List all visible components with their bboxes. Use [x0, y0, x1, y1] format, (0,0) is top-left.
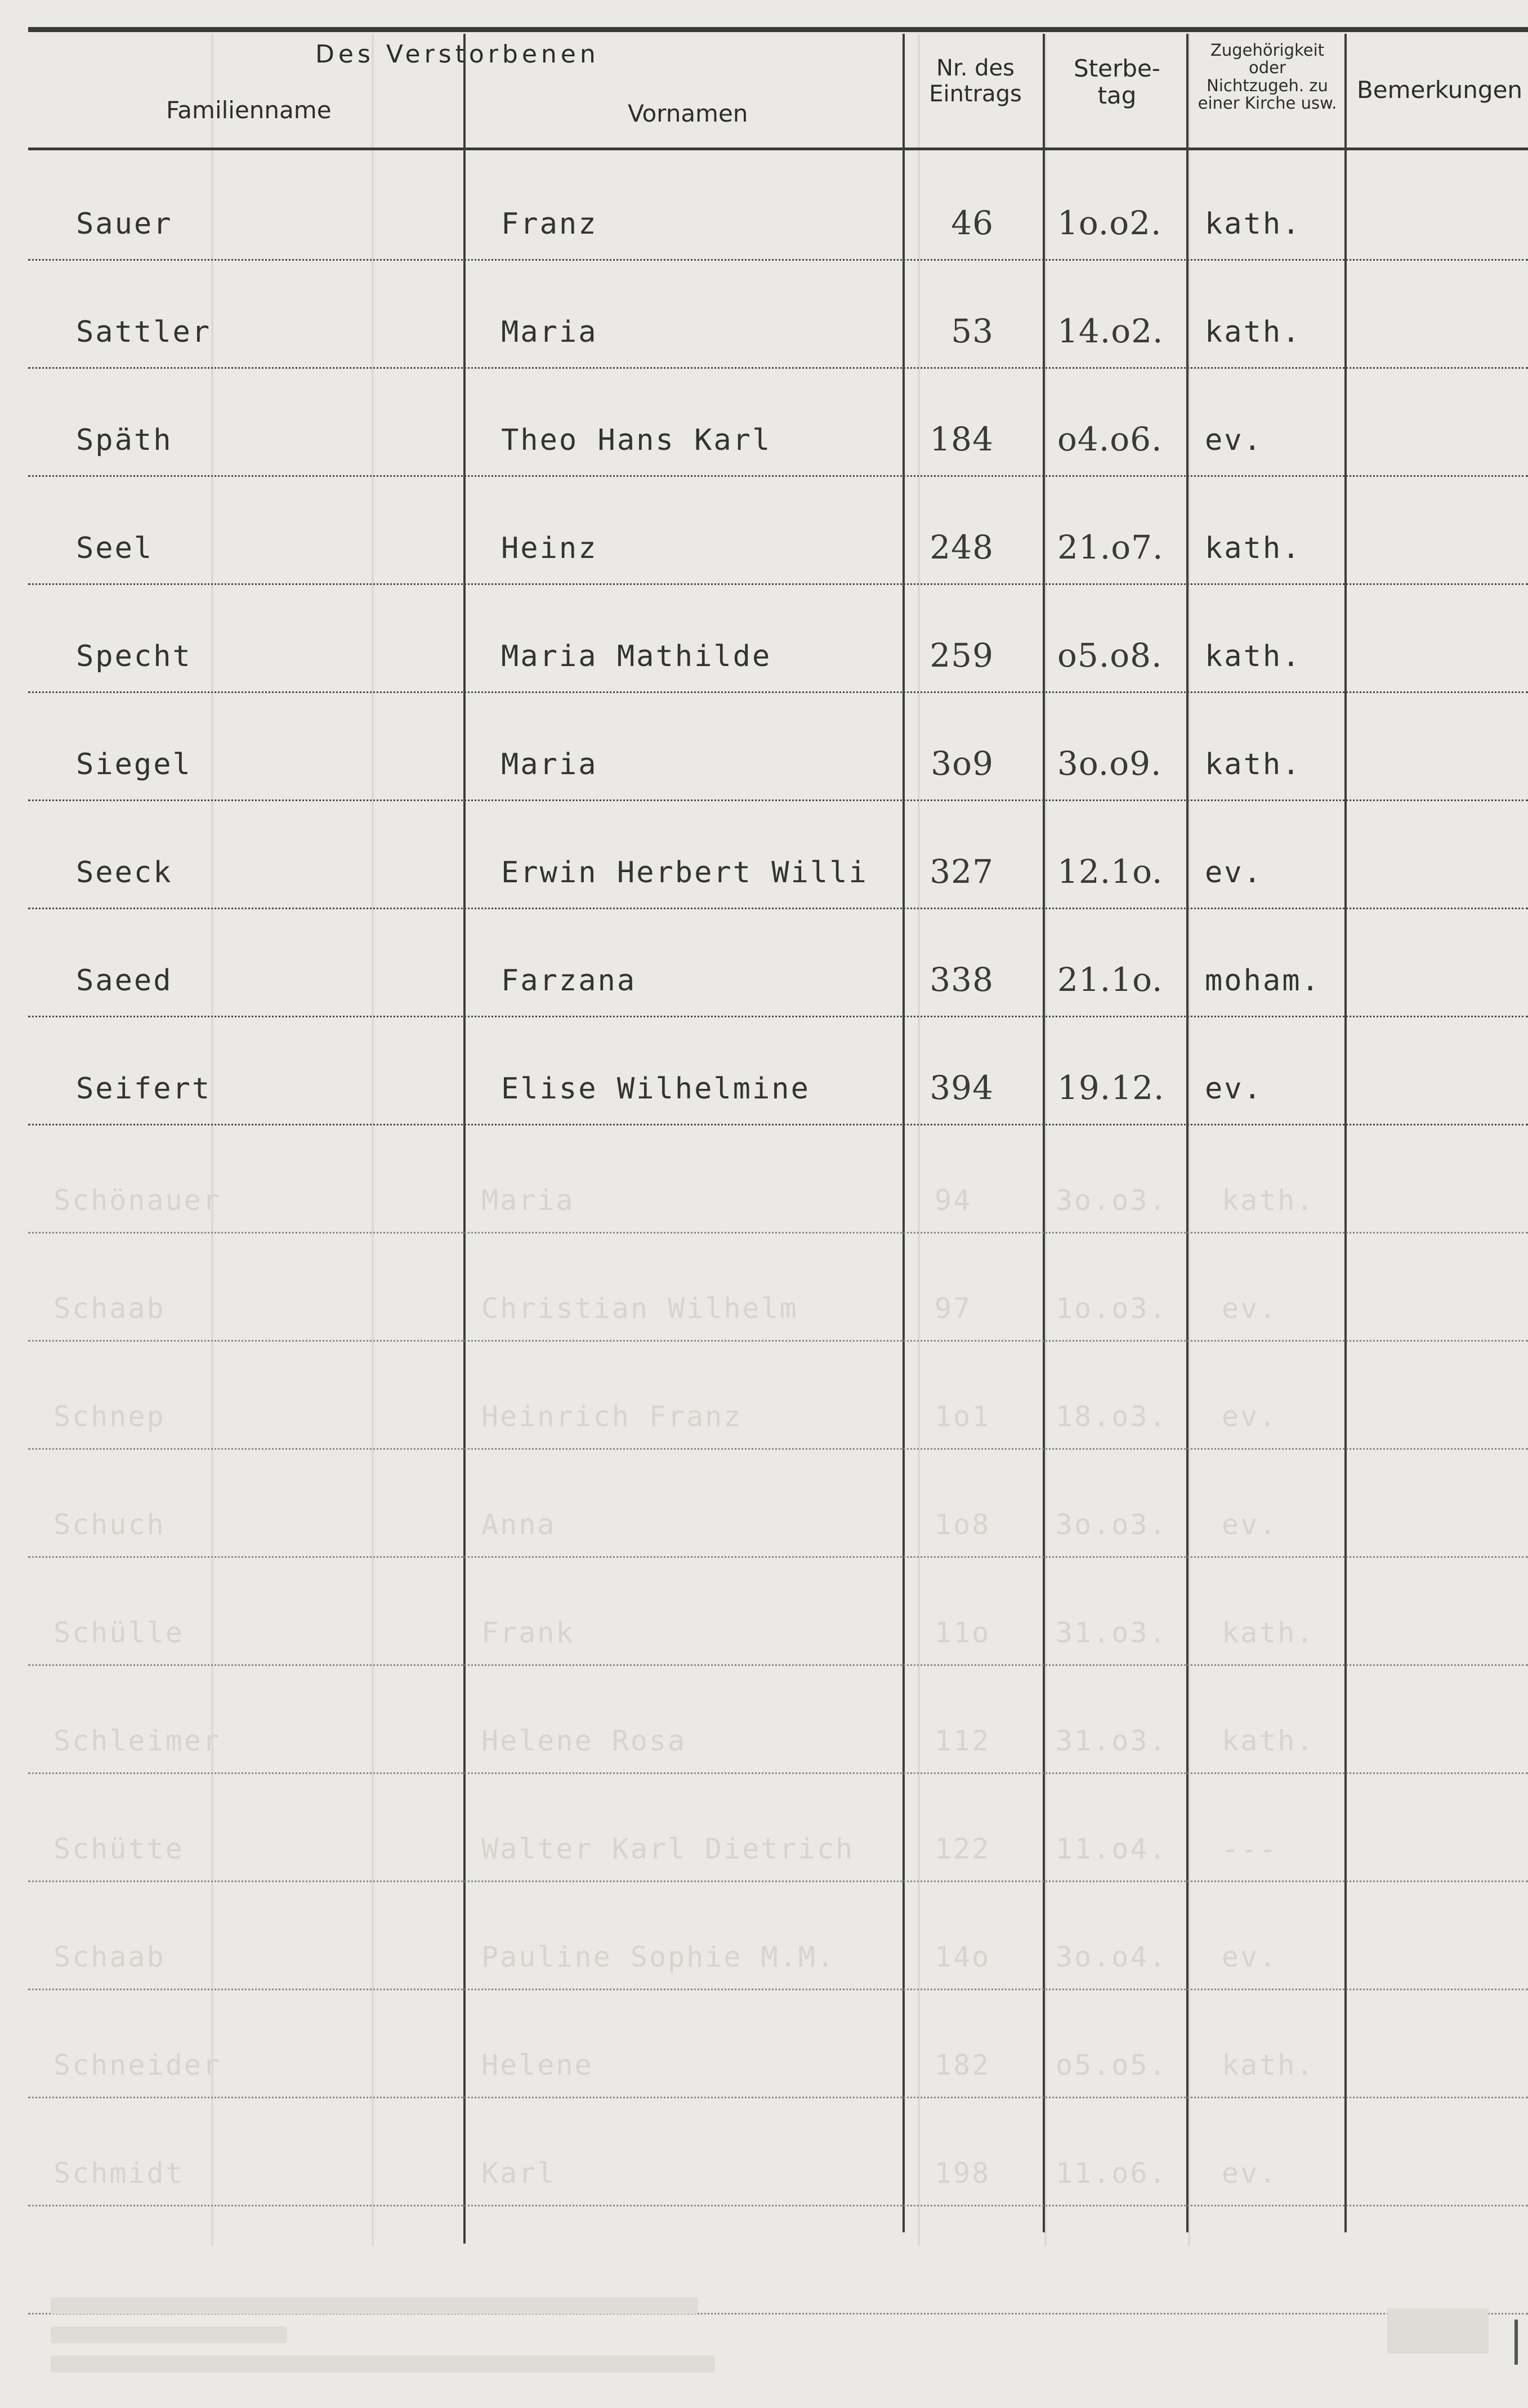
row-separator — [28, 1232, 1528, 1234]
entry-sterbetag: 14.o2. — [1057, 312, 1164, 350]
footer-stamp-bleed-through — [1387, 2308, 1489, 2353]
entry-kirche: ev. — [1205, 423, 1263, 457]
bleed-through-sterbetag: 3o.o3. — [1056, 1508, 1168, 1541]
bleed-through-nr: 1o8 — [935, 1508, 991, 1541]
bleed-through-nr: 198 — [935, 2157, 991, 2190]
ghost-column-line — [372, 34, 374, 2246]
entry-sterbetag: o5.o8. — [1057, 636, 1163, 674]
bleed-through-nr: 112 — [935, 1725, 991, 1757]
bleed-through-vornamen: Maria — [481, 1184, 575, 1217]
row-separator — [28, 1772, 1528, 1774]
bleed-through-vornamen: Frank — [481, 1616, 575, 1649]
bleed-through-nr: 122 — [935, 1833, 991, 1865]
bleed-through-kirche: --- — [1222, 1833, 1278, 1865]
column-line-vornamen — [463, 34, 466, 2244]
entry-nr: 327 — [930, 852, 994, 891]
bleed-through-familienname: Schleimer — [53, 1725, 221, 1757]
entry-vornamen: Franz — [501, 207, 598, 241]
header-rule — [28, 148, 1528, 150]
header-kirche-line4: einer Kirche usw. — [1198, 93, 1337, 113]
bleed-through-kirche: kath. — [1222, 1184, 1315, 1217]
entry-sterbetag: 21.o7. — [1057, 528, 1164, 566]
entry-familienname: Sauer — [76, 207, 173, 241]
bleed-through-nr: 94 — [935, 1184, 972, 1217]
bleed-through-kirche: ev. — [1222, 1400, 1278, 1433]
bleed-through-vornamen: Helene Rosa — [481, 1725, 687, 1757]
row-separator — [28, 2205, 1528, 2206]
header-sterbe-line1: Sterbe- — [1074, 55, 1160, 82]
header-kirche-line3: Nichtzugeh. zu — [1207, 75, 1328, 95]
bleed-through-vornamen: Karl — [481, 2157, 556, 2190]
entry-familienname: Späth — [76, 423, 173, 457]
bleed-through-kirche: ev. — [1222, 2157, 1278, 2190]
bleed-through-vornamen: Walter Karl Dietrich — [481, 1833, 855, 1865]
bleed-through-sterbetag: 1o.o3. — [1056, 1292, 1168, 1325]
entry-sterbetag: 12.1o. — [1057, 852, 1163, 891]
bleed-through-sterbetag: 31.o3. — [1056, 1725, 1168, 1757]
entry-vornamen: Heinz — [501, 531, 598, 565]
row-separator — [28, 1664, 1528, 1666]
entry-sterbetag: 19.12. — [1057, 1069, 1165, 1107]
bleed-through-familienname: Schülle — [53, 1616, 184, 1649]
bleed-through-vornamen: Christian Wilhelm — [481, 1292, 798, 1325]
bleed-through-kirche: ev. — [1222, 1941, 1278, 1973]
entry-vornamen: Farzana — [501, 964, 637, 998]
entry-familienname: Seifert — [76, 1072, 212, 1106]
entry-kirche: ev. — [1205, 856, 1263, 890]
bleed-through-nr: 182 — [935, 2049, 991, 2081]
row-separator — [28, 259, 1528, 261]
entry-kirche: kath. — [1205, 315, 1302, 349]
bleed-through-sterbetag: 11.o4. — [1056, 1833, 1168, 1865]
bleed-through-familienname: Schaab — [53, 1941, 166, 1973]
row-separator — [28, 475, 1528, 477]
bleed-through-familienname: Schönauer — [53, 1184, 221, 1217]
bleed-through-vornamen: Helene — [481, 2049, 593, 2081]
header-nr-des-eintrags — [906, 55, 1044, 107]
bleed-through-vornamen: Heinrich Franz — [481, 1400, 743, 1433]
bleed-through-vornamen: Pauline Sophie M.M. — [481, 1941, 836, 1973]
entry-kirche: kath. — [1205, 640, 1302, 673]
row-separator — [28, 367, 1528, 369]
row-separator — [28, 1448, 1528, 1450]
column-line-kirche — [1186, 34, 1189, 2232]
row-separator — [28, 1124, 1528, 1125]
bleed-through-familienname: Schütte — [53, 1833, 184, 1865]
bleed-through-kirche: kath. — [1222, 2049, 1315, 2081]
header-sterbetag — [1047, 55, 1187, 110]
entry-familienname: Saeed — [76, 964, 173, 998]
row-separator — [28, 799, 1528, 801]
entry-vornamen: Erwin Herbert Willi — [501, 856, 868, 890]
entry-nr: 3o9 — [931, 744, 994, 783]
entry-vornamen: Maria Mathilde — [501, 640, 772, 673]
entry-nr: 338 — [930, 960, 994, 999]
entry-familienname: Seeck — [76, 856, 173, 890]
header-sterbe-line2: tag — [1097, 82, 1137, 110]
bleed-through-nr: 11o — [935, 1616, 991, 1649]
entry-vornamen: Maria — [501, 748, 598, 781]
entry-nr: 53 — [951, 312, 994, 350]
entry-familienname: Specht — [76, 640, 192, 673]
row-separator — [28, 1556, 1528, 1558]
entry-vornamen: Maria — [501, 315, 598, 349]
entry-sterbetag: 21.1o. — [1057, 960, 1163, 999]
bleed-through-kirche: kath. — [1222, 1725, 1315, 1757]
bleed-through-sterbetag: 11.o6. — [1056, 2157, 1168, 2190]
bleed-through-sterbetag: 18.o3. — [1056, 1400, 1168, 1433]
entry-familienname: Siegel — [76, 748, 192, 781]
row-separator — [28, 1016, 1528, 1017]
entry-sterbetag: 1o.o2. — [1057, 204, 1162, 242]
header-kirche-line2: oder — [1249, 58, 1286, 78]
entry-sterbetag: 3o.o9. — [1057, 744, 1162, 783]
entry-nr: 394 — [930, 1069, 994, 1107]
bleed-through-sterbetag: 3o.o4. — [1056, 1941, 1168, 1973]
column-line-sterbetag — [1043, 34, 1045, 2232]
bleed-through-vornamen: Anna — [481, 1508, 556, 1541]
row-separator — [28, 1880, 1528, 1882]
entry-familienname: Sattler — [76, 315, 212, 349]
bleed-through-familienname: Schuch — [53, 1508, 166, 1541]
entry-kirche: ev. — [1205, 1072, 1263, 1106]
header-nr-line2: Eintrags — [929, 81, 1022, 107]
bleed-through-familienname: Schmidt — [53, 2157, 184, 2190]
column-line-nr — [902, 34, 905, 2232]
bleed-through-familienname: Schneider — [53, 2049, 221, 2081]
header-kirche-line1: Zugehörigkeit — [1210, 41, 1325, 60]
entry-nr: 248 — [930, 528, 994, 566]
bleed-through-kirche: kath. — [1222, 1616, 1315, 1649]
header-vornamen: Vornamen — [628, 100, 748, 127]
row-separator — [28, 583, 1528, 585]
entry-nr: 259 — [930, 636, 994, 674]
row-separator — [28, 2097, 1528, 2098]
header-familienname: Familienname — [166, 96, 332, 124]
entry-vornamen: Elise Wilhelmine — [501, 1072, 810, 1106]
bleed-through-nr: 97 — [935, 1292, 972, 1325]
entry-kirche: kath. — [1205, 748, 1302, 781]
bleed-through-nr: 14o — [935, 1941, 991, 1973]
entry-kirche: kath. — [1205, 207, 1302, 241]
row-separator — [28, 691, 1528, 693]
header-nr-line1: Nr. des — [936, 55, 1015, 81]
bleed-through-sterbetag: o5.o5. — [1056, 2049, 1168, 2081]
entry-sterbetag: o4.o6. — [1057, 420, 1163, 458]
header-des-verstorbenen: Des Verstorbenen — [315, 40, 600, 69]
entry-nr: 184 — [930, 420, 994, 458]
column-line-bemerkungen — [1344, 34, 1347, 2232]
ghost-column-line — [918, 34, 920, 2246]
footer-bleed-through — [51, 2297, 726, 2382]
bleed-through-familienname: Schaab — [53, 1292, 166, 1325]
row-separator — [28, 1340, 1528, 1342]
bleed-through-sterbetag: 31.o3. — [1056, 1616, 1168, 1649]
bleed-through-sterbetag: 3o.o3. — [1056, 1184, 1168, 1217]
entry-kirche: kath. — [1205, 531, 1302, 565]
ghost-column-line — [211, 34, 213, 2246]
row-separator — [28, 908, 1528, 909]
entry-vornamen: Theo Hans Karl — [501, 423, 772, 457]
bleed-through-familienname: Schnep — [53, 1400, 166, 1433]
entry-kirche: moham. — [1205, 964, 1321, 998]
header-kirchenzugehoerigkeit — [1189, 42, 1346, 112]
row-separator — [28, 1989, 1528, 1990]
top-rule — [28, 27, 1528, 32]
entry-familienname: Seel — [76, 531, 154, 565]
page-edge-mark — [1514, 2320, 1518, 2365]
bleed-through-nr: 1o1 — [935, 1400, 991, 1433]
bleed-through-kirche: ev. — [1222, 1508, 1278, 1541]
header-bemerkungen: Bemerkungen — [1356, 76, 1523, 104]
bleed-through-kirche: ev. — [1222, 1292, 1278, 1325]
entry-nr: 46 — [951, 204, 994, 242]
